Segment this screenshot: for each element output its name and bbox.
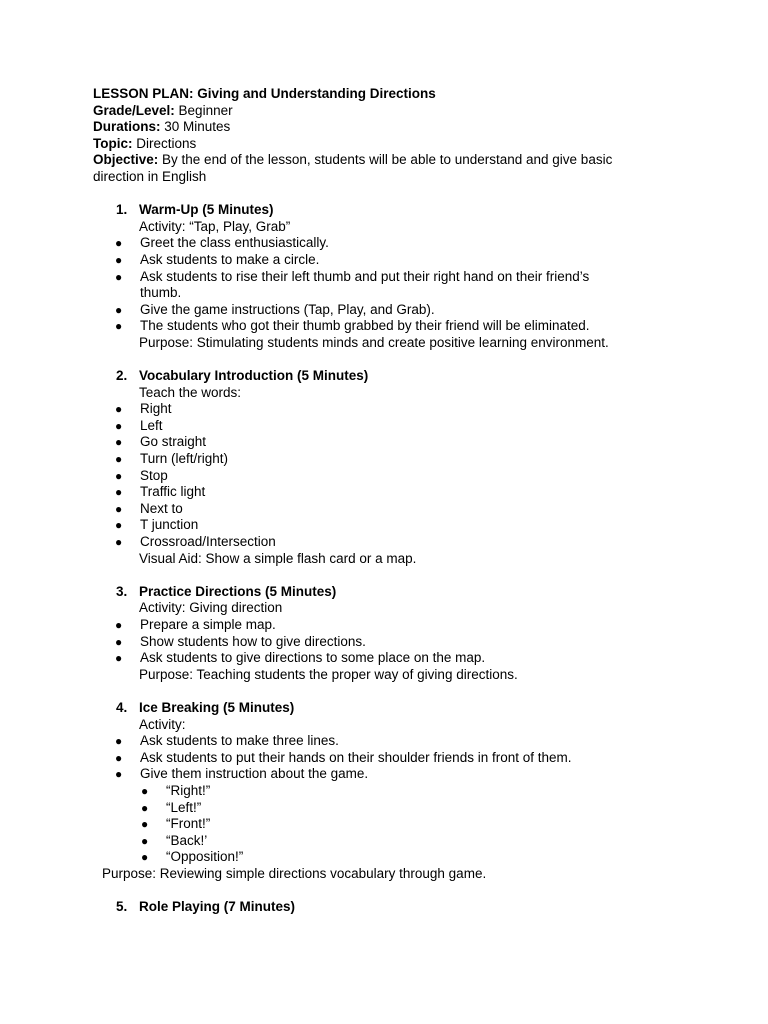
list-item: ● Go straight <box>115 434 207 450</box>
list-item: ● Prepare a simple map. <box>115 617 276 632</box>
bullet-icon: ● <box>115 269 123 284</box>
bullet-icon: ● <box>115 402 123 417</box>
section-purpose: Purpose: Teaching students the proper way of giving directions. <box>139 666 518 682</box>
list-item: ● Ask students to make three lines. <box>115 733 339 749</box>
section-warm-up <box>93 202 693 219</box>
bullet-icon: ● <box>115 435 123 450</box>
bullet-icon: ● <box>115 734 123 749</box>
bullet-icon: ● <box>115 236 123 251</box>
bullet-icon: ● <box>115 468 123 483</box>
sub-list-item: ● “Left!” <box>141 799 202 815</box>
section-number: 1. <box>116 202 128 218</box>
section-number: 4. <box>116 699 128 715</box>
bullet-icon: ● <box>115 452 123 467</box>
section-title: Practice Directions (5 Minutes) <box>139 583 337 599</box>
objective-continued: direction in English <box>93 168 207 184</box>
bullet-icon: ● <box>115 418 123 433</box>
section-vocabulary <box>93 368 693 385</box>
bullet-icon: ● <box>141 833 149 848</box>
section-purpose: Purpose: Reviewing simple directions vocabulary through game. <box>102 865 487 881</box>
list-item: ● Left <box>115 417 163 433</box>
sub-list-item: ● “Back!’ <box>141 832 208 848</box>
bullet-list <box>93 733 693 783</box>
bullet-icon: ● <box>115 750 123 765</box>
bullet-icon: ● <box>115 518 123 533</box>
section-role-playing <box>93 899 693 916</box>
section-intro: Activity: Giving direction <box>139 600 283 616</box>
list-item: ● Traffic light <box>115 484 206 500</box>
list-item: ● T junction <box>115 517 199 533</box>
list-item: ● Ask students to put their hands on their shoulder friends in front of them. <box>115 749 572 765</box>
bullet-icon: ● <box>115 767 123 782</box>
list-item-continued: thumb. <box>140 285 182 301</box>
topic: Topic: Directions <box>93 135 197 151</box>
bullet-icon: ● <box>141 800 149 815</box>
list-item: ● Give the game instructions (Tap, Play, and Grab). <box>115 301 435 317</box>
sub-list-item: ● “Right!” <box>141 782 211 798</box>
bullet-icon: ● <box>115 252 123 267</box>
section-ice-breaking <box>93 700 693 717</box>
bullet-icon: ● <box>115 535 123 550</box>
bullet-icon: ● <box>141 817 149 832</box>
bullet-list <box>93 401 693 550</box>
section-intro: Teach the words: <box>139 384 242 400</box>
list-item: ● Turn (left/right) <box>115 451 229 467</box>
list-item: ● Ask students to rise their left thumb and put their right hand on their friend’s <box>115 268 590 284</box>
bullet-list <box>93 617 693 667</box>
grade-level: Grade/Level: Beginner <box>93 102 233 118</box>
bullet-icon: ● <box>115 618 123 632</box>
sub-bullet-list <box>93 783 693 866</box>
section-visual-aid: Visual Aid: Show a simple flash card or a map. <box>139 550 417 566</box>
bullet-icon: ● <box>115 485 123 500</box>
list-item: ● Crossroad/Intersection <box>115 534 276 550</box>
list-item: ● Greet the class enthusiastically. <box>115 235 329 251</box>
bullet-icon: ● <box>115 651 123 666</box>
bullet-icon: ● <box>115 634 123 649</box>
bullet-icon: ● <box>141 783 149 798</box>
list-item: ● Ask students to make a circle. <box>115 251 320 267</box>
bullet-icon: ● <box>115 501 123 516</box>
bullet-icon: ● <box>115 319 123 334</box>
bullet-icon: ● <box>141 850 149 865</box>
section-title: Vocabulary Introduction (5 Minutes) <box>139 368 369 384</box>
list-item: ● Give them instruction about the game. <box>115 766 369 782</box>
bullet-list <box>93 235 693 335</box>
lesson-plan-document <box>93 86 693 916</box>
section-number: 5. <box>116 899 128 915</box>
durations: Durations: 30 Minutes <box>93 119 231 135</box>
section-purpose: Purpose: Stimulating students minds and create positive learning environment. <box>139 334 609 350</box>
bullet-icon: ● <box>115 302 123 317</box>
list-item: ● Ask students to give directions to some place on the map. <box>115 650 486 666</box>
objective: Objective: By the end of the lesson, students will be able to understand and give basic <box>93 152 613 168</box>
section-practice <box>93 584 693 601</box>
list-item: ● Stop <box>115 467 168 483</box>
section-number: 3. <box>116 583 128 599</box>
list-item: ● Show students how to give directions. <box>115 633 366 649</box>
document-title: LESSON PLAN: Giving and Understanding Directions <box>93 86 436 101</box>
sub-list-item: ● “Opposition!” <box>141 849 244 865</box>
section-intro: Activity: “Tap, Play, Grab” <box>139 218 291 234</box>
list-item: ● The students who got their thumb grabbed by their friend will be eliminated. <box>115 318 590 334</box>
section-number: 2. <box>116 368 128 384</box>
section-title: Ice Breaking (5 Minutes) <box>139 699 295 715</box>
list-item: ● Next to <box>115 500 183 516</box>
section-intro: Activity: <box>139 716 186 732</box>
list-item: ● Right <box>115 401 172 417</box>
sub-list-item: ● “Front!” <box>141 816 211 832</box>
section-title: Warm-Up (5 Minutes) <box>139 202 274 218</box>
section-title: Role Playing (7 Minutes) <box>139 899 296 915</box>
